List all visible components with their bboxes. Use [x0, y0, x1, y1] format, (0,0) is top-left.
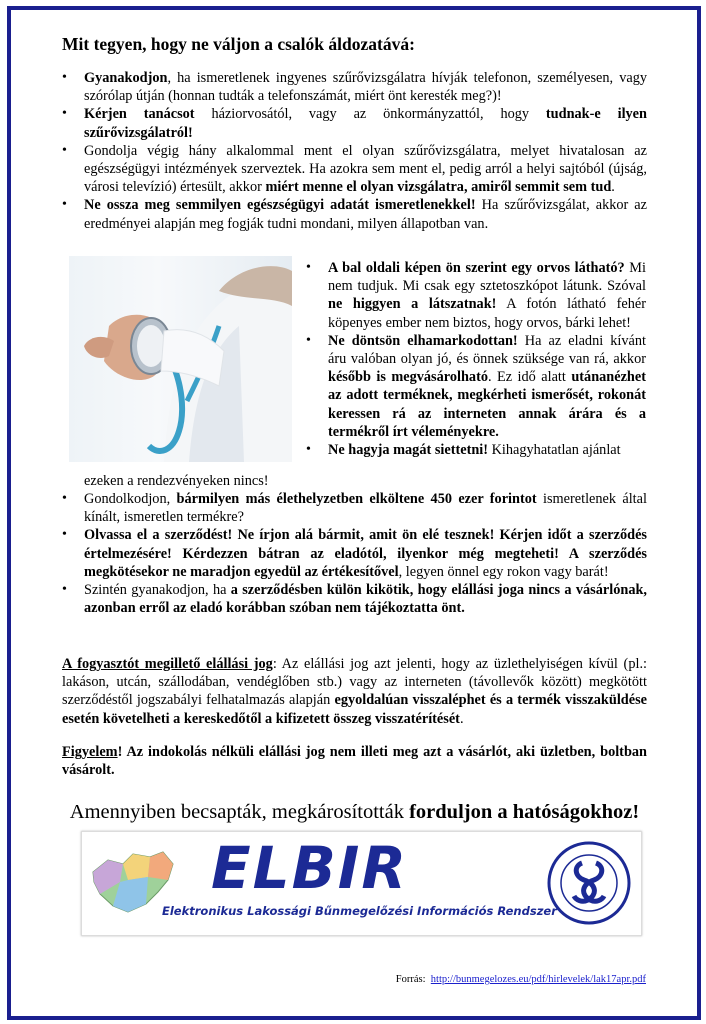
source-line: Forrás: http://bunmegelozes.eu/pdf/hirlevelek/lak17apr.pdf	[395, 974, 646, 985]
list-item: • Kérjen tanácsot háziorvosától, vagy az önkormányzattól, hogy tudnak-e ilyen szűrővizsgálatról!	[62, 105, 647, 141]
authority-callout: Amennyiben becsapták, megkárosították forduljon a hatóságokhoz!	[69, 801, 640, 823]
list-item: • Szintén gyanakodjon, ha a szerződésben külön kikötik, hogy elállási joga nincs a vásárlónak, azonban erről az eladó korábban szóban nem tájékoztatta önt.	[62, 581, 647, 617]
list-item: • Gyanakodjon, ha ismeretlenek ingyenes szűrővizsgálatra hívják telefonon, személyesen, vagy szórólap útján (honnan tudták a telefonszámát, miért önt keresték meg?)!	[62, 69, 647, 105]
elbir-wordmark: ELBIR	[210, 834, 409, 902]
list-item: • Ne döntsön elhamarkodottan! Ha az eladni kívánt áru valóban olyan jó, és önnek szüksége van rá, akkor később is megvásárolható. Ez idő alatt utánanézhet az adott terméknek, megkérheti ismerősét, rokonát keressen rá az interneten annak árára és a termékről írt véleményekre.	[306, 332, 646, 441]
tips-list-bottom	[62, 490, 647, 617]
warning-label: Figyelem	[62, 744, 118, 760]
list-item: • Gondolkodjon, bármilyen más élethelyzetben elköltene 450 ezer forintot ismeretlenek által kínált, ismeretlen termékre?	[62, 490, 647, 526]
source-link[interactable]: http://bunmegelozes.eu/pdf/hirlevelek/lak17apr.pdf	[430, 974, 646, 985]
withdrawal-right-label: A fogyasztót megillető elállási jog	[62, 656, 273, 672]
list-item: • Ne ossza meg semmilyen egészségügyi adatát ismeretlenekkel! Ha szűrővizsgálat, akkor az eredményei alapján meg fogják tudni mondani, milyen állapotban van.	[62, 196, 647, 232]
wrap-continuation: ezeken a rendezvényeken nincs!	[84, 473, 269, 489]
tips-list-photo	[306, 259, 646, 459]
list-item: • Ne hagyja magát siettetni! Kihagyhatatlan ajánlat	[306, 441, 646, 459]
list-item: • A bal oldali képen ön szerint egy orvos látható? Mi nem tudjuk. Mi csak egy sztetoszkópot látunk. Szóval ne higgyen a látszatnak! A fotón látható fehér köpenyes ember nem biztos, hogy orvos, bárki lehet!	[306, 259, 646, 332]
tips-list-top	[62, 69, 647, 233]
page-title: Mit tegyen, hogy ne váljon a csalók áldozatává:	[62, 34, 415, 54]
elbir-logo-banner	[81, 831, 642, 936]
list-item: • Gondolja végig hány alkalommal ment el olyan szűrővizsgálatra, melyet hivatalosan az egészségügyi intézmények szerveztek. Ha azokra sem ment el, pedig arról a helyi sajtóból (újság, városi televízió) értesült, akkor miért menne el olyan vizsgálatra, amiről semmit sem tud.	[62, 142, 647, 197]
elbir-subtitle: Elektronikus Lakossági Bűnmegelőzési Információs Rendszer	[162, 904, 557, 918]
stethoscope-photo	[69, 256, 292, 462]
list-item: • Olvassa el a szerződést! Ne írjon alá bármit, amit ön elé tesznek! Kérjen időt a szerződés értelmezésére! Kérdezzen bátran az eladótól, ilyenkor még megteheti! A szerződés megkötésekor ne maradjon egyedül az értékesítővel, legyen önnel egy rokon vagy barát!	[62, 526, 647, 581]
police-seal-icon	[544, 838, 634, 928]
withdrawal-right-paragraph: A fogyasztót megillető elállási jog: Az elállási jog azt jelenti, hogy az üzlethelyiségen kívül (pl.: lakáson, utcán, szállodában, vendéglőben stb.) vagy az interneten (távollevők között) megkötött szerződéstől jogszabályi felhatalmazás alapján egyoldalúan visszaléphet és a termék visszaküldése esetén követelheti a kereskedőtől a kifizetett összeg visszatérítését.	[62, 656, 647, 727]
warning-paragraph: Figyelem! Az indokolás nélküli elállási jog nem illeti meg azt a vásárlót, aki üzletben, boltban vásárolt.	[62, 744, 647, 779]
